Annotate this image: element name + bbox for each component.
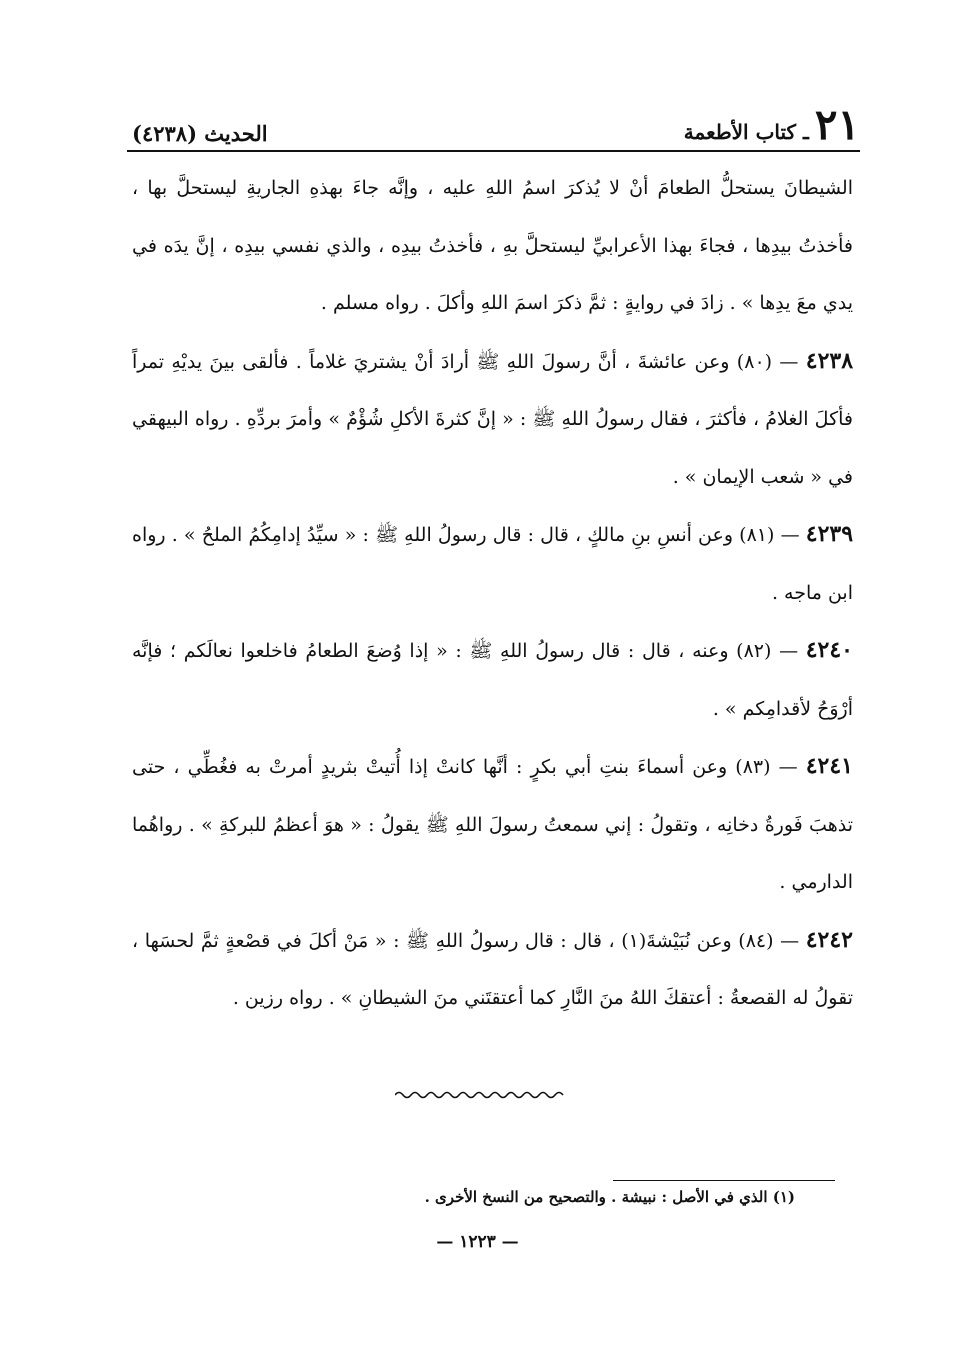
paragraph-text: الشيطانَ يستحلُّ الطعامَ أنْ لا يُذكرَ اسمُ اللهِ عليه ، وإنَّه جاءَ بهذهِ الجاريةِ ليستحلَّ بها ، فأخذتُ بيدِها ، فجاءَ بهذا الأعرابيِّ ليستحلَّ بهِ ، فأخذتُ بيدِه ، والذي نفسي بيدِه ، إنَّ يدَه في يدي معَ يدِها » . زادَ في روايةٍ : ثمَّ ذكرَ اسمَ اللهِ وأكلَ . رواه مسلم . — [132, 177, 853, 314]
hadith-4239 — [132, 506, 853, 622]
hadith-number: ٤٢٤٢ — [805, 926, 853, 953]
paragraph-text: — (٨١) وعن أنسِ بنِ مالكٍ ، قال : قال رسولُ اللهِ ﷺ : « سيِّدُ إدامِكُمُ الملحُ » . رواه ابن ماجه . — [132, 524, 853, 604]
paragraph-continuation — [132, 160, 853, 333]
chapter-heading — [683, 100, 860, 149]
hadith-4240 — [132, 622, 853, 738]
paragraph-text: — (٨٠) وعن عائشةَ ، أنَّ رسولَ اللهِ ﷺ أرادَ أنْ يشتريَ غلاماً . فألقى بينَ يديْهِ تمراً فأكلَ الغلامُ ، فأكثرَ ، فقال رسولُ اللهِ ﷺ : « إنَّ كثرةَ الأكلِ شُؤْمٌ » وأمرَ بردِّهِ . رواه البيهقي في « شعب الإيمان » . — [132, 350, 853, 488]
paragraph-text: — (٨٣) وعن أسماءَ بنتِ أبي بكرٍ : أنَّها كانتْ إذا أُتيتْ بثريدٍ أمرتْ به فغُطِّي ، حتى تذهبَ فَورةُ دخانِه ، وتقولُ : إني سمعتُ رسولَ اللهِ ﷺ يقولُ : « هوَ أعظمُ للبركةِ » . رواهُما الدارمي . — [132, 756, 853, 893]
page-header — [132, 92, 860, 149]
section-ornament — [395, 1088, 565, 1102]
chapter-number: ٢١ — [814, 100, 860, 149]
hadith-number: ٤٢٣٩ — [805, 521, 854, 547]
header-divider — [127, 150, 860, 152]
chapter-title: ـ كتاب الأطعمة — [683, 120, 809, 144]
hadith-4241 — [132, 738, 853, 912]
main-text — [132, 160, 853, 1028]
hadith-4242 — [132, 912, 853, 1028]
hadith-number: ٤٢٤١ — [805, 753, 853, 779]
hadith-4238 — [132, 333, 853, 507]
footnote: (١) الذي في الأصل : نبيشة . والتصحيح من النسخ الأخرى . — [424, 1188, 795, 1206]
hadith-reference: الحديث (٤٢٣٨) — [132, 121, 268, 146]
hadith-number: ٤٢٤٠ — [805, 637, 853, 663]
hadith-number: ٤٢٣٨ — [805, 347, 854, 374]
page-number: — ١٢٢٣ — — [436, 1232, 519, 1252]
paragraph-text: — (٨٤) وعن نُبَيْشةَ(١) ، قال : قال رسولُ اللهِ ﷺ : « مَنْ أكلَ في قصْعةٍ ثمَّ لحسَها ، تقولُ له القصعةُ : أعتقكَ اللهُ منَ النَّارِ كما أعتقتَني منَ الشيطانِ » . رواه رزين . — [132, 929, 853, 1009]
paragraph-text: — (٨٢) وعنه ، قال : قال رسولُ اللهِ ﷺ : « إذا وُضعَ الطعامُ فاخلعوا نعالَكم ؛ فإنَّه أرْوَحُ لأقدامِكم » . — [132, 640, 853, 720]
footnote-divider — [613, 1180, 835, 1181]
